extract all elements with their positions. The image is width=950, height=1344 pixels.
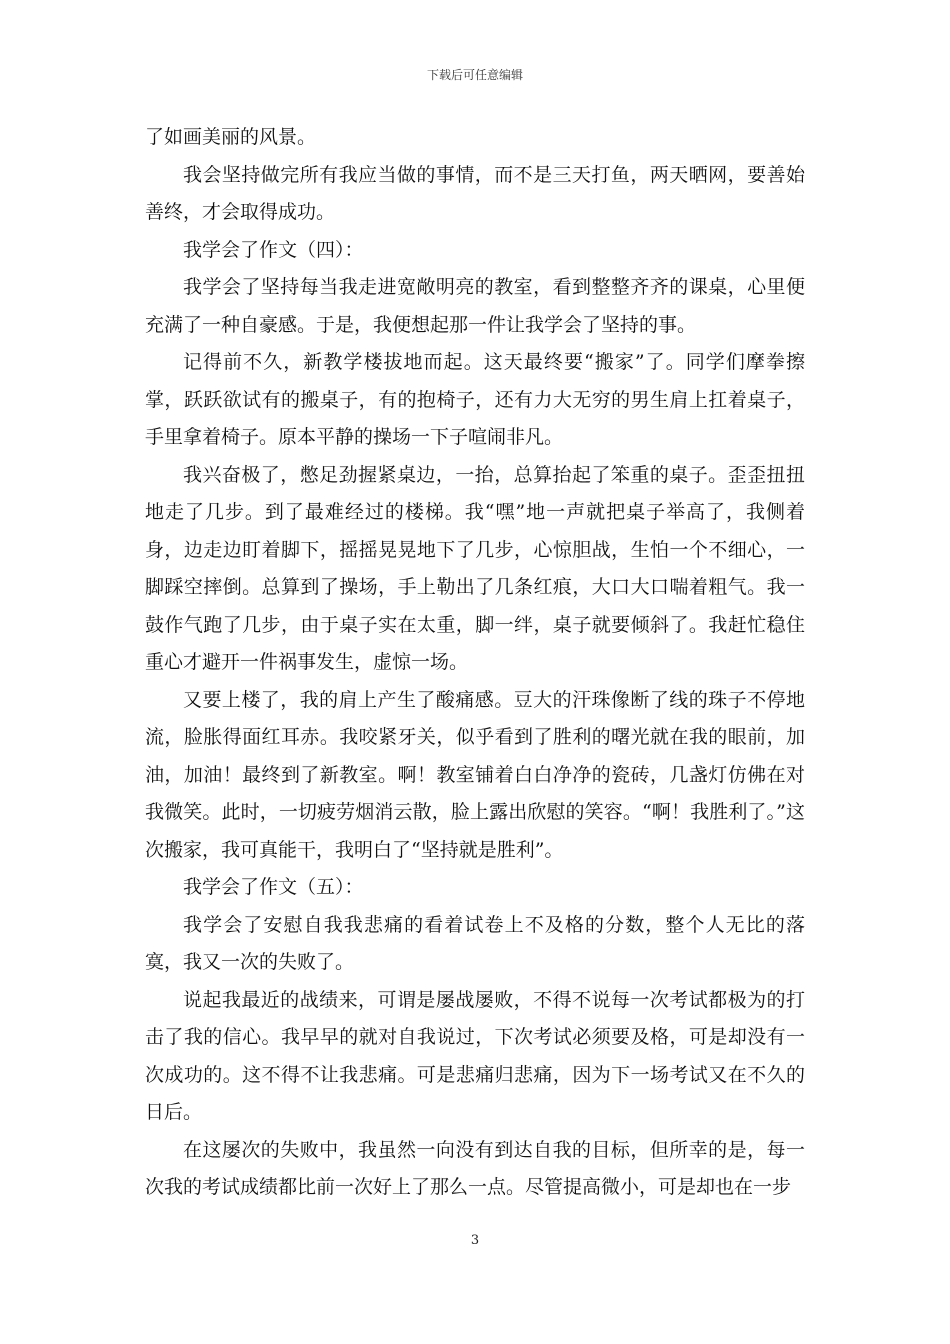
document-body [145, 119, 805, 1207]
paragraph: 记得前不久，新教学楼拔地而起。这天最终要“搬家”了。同学们摩拳擦掌，跃跃欲试有的搬桌子，有的抱椅子，还有力大无穷的男生肩上扛着桌子，手里拿着椅子。原本平静的操场一下子喧闹非凡。 [145, 351, 805, 448]
page-header: 下载后可任意编辑 [426, 68, 523, 82]
paragraph: 说起我最近的战绩来，可谓是屡战屡败，不得不说每一次考试都极为的打击了我的信心。我早早的就对自我说过，下次考试必须要及格，可是却没有一次成功的。这不得不让我悲痛。可是悲痛归悲痛，因为下一场考试又在不久的日后。 [145, 988, 805, 1123]
paragraph: 在这屡次的失败中，我虽然一向没有到达自我的目标，但所幸的是，每一次我的考试成绩都比前一次好上了那么一点。尽管提高微小，可是却也在一步 [145, 1138, 805, 1198]
paragraph: 又要上楼了，我的肩上产生了酸痛感。豆大的汗珠像断了线的珠子不停地流，脸胀得面红耳赤。我咬紧牙关，似乎看到了胜利的曙光就在我的眼前，加油，加油！最终到了新教室。啊！教室铺着白白净净的瓷砖，几盏灯仿佛在对我微笑。此时，一切疲劳烟消云散，脸上露出欣慰的笑容。“啊！我胜利了。”这次搬家，我可真能干，我明白了“坚持就是胜利”。 [145, 688, 805, 861]
paragraph: 我会坚持做完所有我应当做的事情，而不是三天打鱼，两天晒网，要善始善终，才会取得成功。 [145, 163, 805, 223]
paragraph: 我学会了坚持每当我走进宽敞明亮的教室，看到整整齐齐的课桌，心里便充满了一种自豪感。于是，我便想起那一件让我学会了坚持的事。 [145, 276, 805, 336]
section-heading: 我学会了作文（五）： [183, 876, 364, 898]
paragraph: 我兴奋极了，憋足劲握紧桌边，一抬，总算抬起了笨重的桌子。歪歪扭扭地走了几步。到了最难经过的楼梯。我“嘿”地一声就把桌子举高了，我侧着身，边走边盯着脚下，摇摇晃晃地下了几步，心惊胆战，生怕一个不细心，一脚踩空摔倒。总算到了操场，手上勒出了几条红痕，大口大口喘着粗气。我一鼓作气跑了几步，由于桌子实在太重，脚一绊，桌子就要倾斜了。我赶忙稳住重心才避开一件祸事发生，虚惊一场。 [145, 463, 805, 673]
paragraph: 我学会了安慰自我我悲痛的看着试卷上不及格的分数，整个人无比的落寞，我又一次的失败了。 [145, 913, 805, 973]
paragraph: 了如画美丽的风景。 [145, 126, 317, 148]
section-heading: 我学会了作文（四）： [183, 238, 364, 261]
page-number: 3 [470, 1233, 480, 1248]
